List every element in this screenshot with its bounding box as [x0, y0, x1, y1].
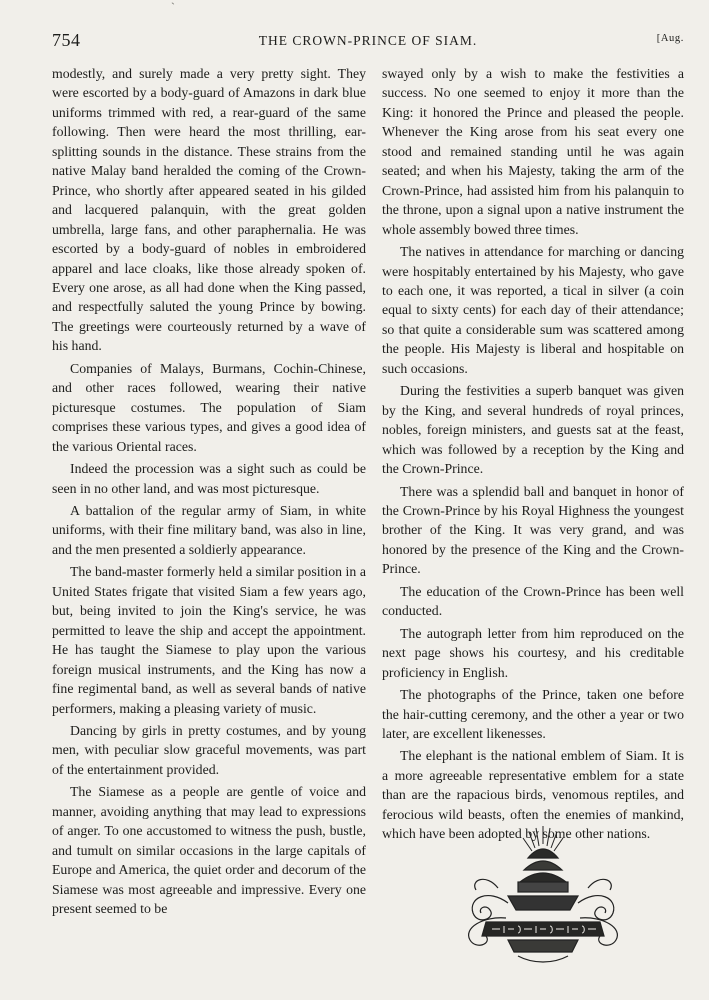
- stray-mark: ˋ: [171, 0, 175, 14]
- paragraph: A battalion of the regular army of Siam, in white uniforms, with their fine military band, was also in line, and the men presented a soldierly appearance.: [52, 502, 366, 557]
- paragraph: The photographs of the Prince, taken one before the hair-cutting ceremony, and the other a year or two later, are excellent likenesses.: [382, 687, 684, 741]
- paragraph: modestly, and surely made a very pretty sight. They were escorted by a body-guard of Amazons in dark blue uniforms trimmed with red, a rear-guard of the same following. Then were heard the most thrilling, ear-splitting sounds in the distance. These strains from the native Malay band heralded the coming of the Crown-Prince, who shortly after appeared seated in his gilded and lacquered palanquin, with the great golden umbrella, large fans, and other paraphernalia. He was escorted by a body-guard of nobles in embroidered apparel and lace cloaks, like those already spoken of. Every one arose, as all had done when the King passed, and respectfully saluted the young Prince by bowing. The greetings were courteously returned by a wave of his hand.: [52, 66, 366, 354]
- paragraph: The band-master formerly held a similar position in a United States frigate that visited Siam a few years ago, but, being invited to join the King's service, he was permitted to leave the ship and accept the appointment. He has taught the Siamese to play upon the various foreign musical instruments, and the King has now a fine regimental band, as well as several bands of native performers, making a pleasing variety of music.: [52, 564, 366, 716]
- paragraph: Dancing by girls in pretty costumes, and by young men, with peculiar slow graceful movements, was part of the entertainment provided.: [52, 722, 366, 777]
- left-column: [52, 64, 366, 918]
- paragraph: The natives in attendance for marching or dancing were hospitably entertained by his Majesty, who gave to each one, it was reported, a tical in silver (a coin equal to sixty cents) for each day of their attendance; so that quite a considerable sum was scattered among the people. His Majesty is liberal and hospitable on such occasions.: [382, 244, 684, 376]
- right-column: [382, 64, 684, 844]
- paragraph: During the festivities a superb banquet was given by the King, and several hundreds of royal princes, nobles, foreign ministers, and guests sat at the feast, which was followed by a reception by the King and the Crown-Prince.: [382, 383, 684, 477]
- paragraph: The Siamese as a people are gentle of voice and manner, avoiding anything that may lead to expressions of anger. To one accustomed to witness the push, bustle, and tumult on similar occasions in the large capitals of Europe and America, the quiet order and decorum of the Siamese was most agreeable and impressive. Every one present seemed to be: [52, 784, 366, 917]
- paragraph: Indeed the procession was a sight such as could be seen in no other land, and was most picturesque.: [52, 461, 366, 496]
- month-tag: [Aug.: [656, 33, 684, 44]
- running-title: THE CROWN-PRINCE OF SIAM.: [258, 33, 478, 48]
- royal-emblem-illustration: [448, 818, 638, 968]
- paragraph: There was a splendid ball and banquet in honor of the Crown-Prince by his Royal Highness the youngest brother of the King. It was very grand, and was honored by the presence of the King and the Crown-Prince.: [382, 483, 684, 577]
- paragraph: swayed only by a wish to make the festivities a success. No one seemed to enjoy it more than the King: it honored the Prince and pleased the people. Whenever the King arose from his seat every one stood and remained standing until he was again seated; and when his Majesty, taking the arm of the Crown-Prince, had assisted him from his palanquin to the throne, upon a signal upon a native instrument the whole assembly bowed three times.: [382, 66, 684, 237]
- paragraph: The elephant is the national emblem of Siam. It is a more agreeable representative emblem for a state than are the rapacious birds, venomous reptiles, and ferocious wild beasts, often the enemies of mankind, which have been adopted by some other nations.: [382, 748, 684, 842]
- page-number: 754: [52, 30, 81, 50]
- page-header: [52, 30, 684, 52]
- paragraph: The education of the Crown-Prince has been well conducted.: [382, 583, 684, 619]
- paragraph: The autograph letter from him reproduced on the next page shows his courtesy, and his creditable proficiency in English.: [382, 625, 684, 680]
- paragraph: Companies of Malays, Burmans, Cochin-Chinese, and other races followed, wearing their native picturesque costumes. The population of Siam comprises these various types, and gives a good idea of the various Oriental races.: [52, 360, 366, 454]
